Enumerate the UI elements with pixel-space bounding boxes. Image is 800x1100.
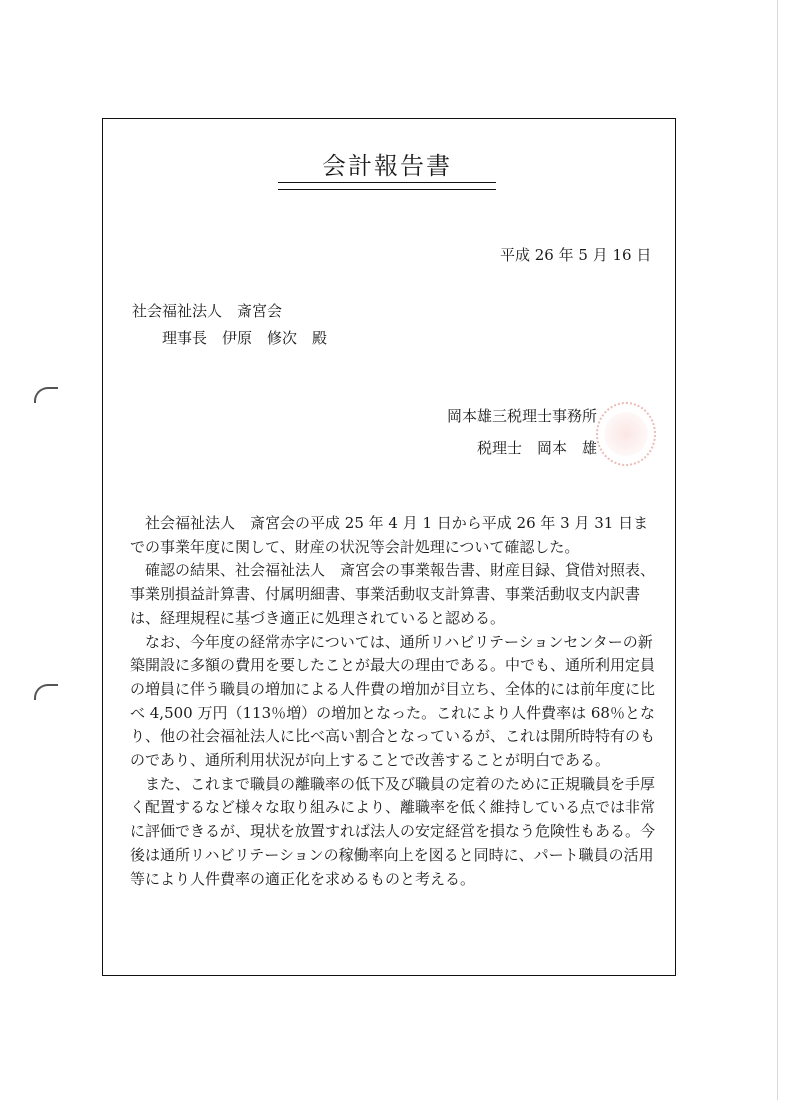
paragraph-1: 社会福祉法人 斎宮会の平成 25 年 4 月 1 日から平成 26 年 3 月 31 日までの事業年度に関して、財産の状況等会計処理について確認した。 <box>130 514 649 556</box>
punch-hole-bottom <box>34 684 58 700</box>
addressee-organization: 社会福祉法人 斎宮会 <box>132 302 283 320</box>
sender-office: 岡本雄三税理士事務所 <box>447 407 598 425</box>
document-title: 会計報告書 <box>322 152 452 180</box>
title-double-underline <box>278 182 496 190</box>
document-date: 平成 26 年 5 月 16 日 <box>500 246 652 264</box>
addressee-person: 理事長 伊原 修次 殿 <box>162 329 328 347</box>
paragraph-2: 確認の結果、社会福祉法人 斎宮会の事業報告書、財産目録、貸借対照表、事業別損益計算書、付属明細書、事業活動収支計算書、事業活動収支内訳書は、経理規程に基づき適正に処理されていると認める。 <box>130 561 656 627</box>
paragraph-4: また、これまで職員の離職率の低下及び職員の定着のために正規職員を手厚く配置するなど様々な取り組みにより、離職率を低く維持している点では非常に評価できるが、現状を放置すれば法人の安定経営を損なう危険性もある。今後は通所リハビリテーションの稼働率向上を図ると同時に、パート職員の活用等により人件費率の適正化を求めるものと考える。 <box>130 774 656 888</box>
punch-hole-top <box>34 387 58 403</box>
seal-stamp-ink <box>604 412 648 456</box>
sender-person: 税理士 岡本 雄 <box>477 439 598 457</box>
paragraph-3: なお、今年度の経常赤字については、通所リハビリテーションセンターの新築開設に多額の費用を要したことが最大の理由である。中でも、通所利用定員の増員に伴う職員の増加による人件費の増加が目立ち、全体的には前年度に比べ 4,500 万円（113％増）の増加となった。これにより人件費率は 68％となり、他の社会福祉法人に比べ高い割合となっているが、これは開所時特有のものであり、通所利用状況が向上することで改善することが明白である。 <box>130 632 656 770</box>
title-block <box>278 150 496 190</box>
paper-edge-shadow <box>777 0 778 1100</box>
report-body <box>130 512 660 891</box>
